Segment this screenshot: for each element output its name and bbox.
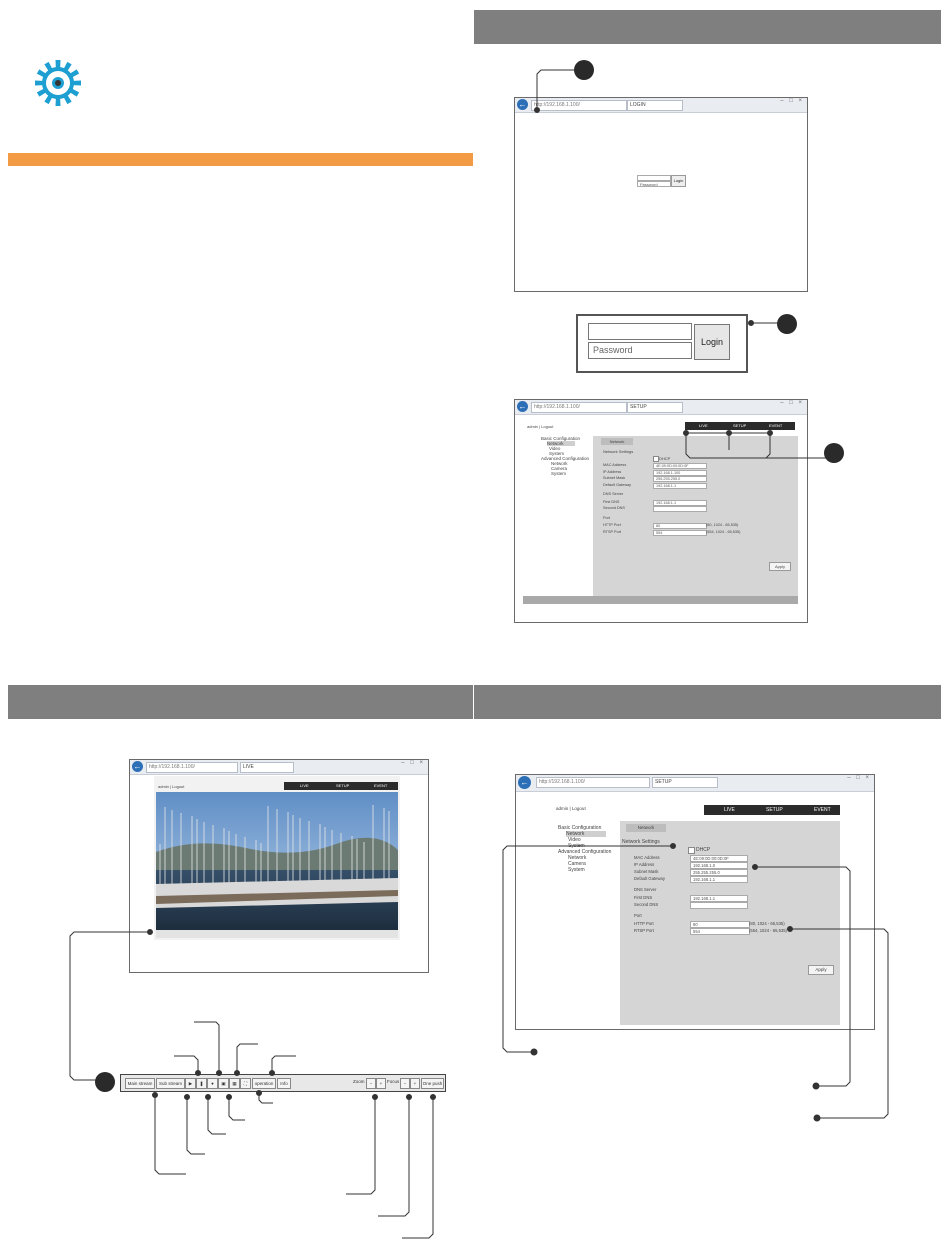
field-label: RTSP Port: [634, 928, 654, 933]
password-field[interactable]: Password: [637, 181, 671, 187]
field-label: First DNS: [634, 895, 653, 900]
field-label: Default Gateway: [634, 876, 665, 881]
nav-event[interactable]: EVENT: [814, 807, 831, 813]
zoom-plus-button[interactable]: +: [376, 1078, 386, 1089]
field-input[interactable]: 192.168.1.100: [653, 470, 707, 476]
field-label: First DNS: [603, 499, 620, 504]
section-network-settings: Network Settings: [622, 839, 660, 845]
address-bar[interactable]: http://192.168.1.100/: [536, 777, 650, 788]
sidebar-item-network[interactable]: Network: [566, 831, 606, 837]
field-label: Subnet Mask: [634, 869, 659, 874]
field-label: Default Gateway: [603, 482, 632, 487]
window-controls-icon[interactable]: – □ ×: [847, 775, 871, 781]
field-label: Second DNS: [603, 506, 625, 510]
field-input[interactable]: 80: [690, 921, 750, 928]
password-input[interactable]: Password: [588, 342, 692, 359]
back-arrow-icon[interactable]: ←: [518, 402, 527, 411]
field-label: Subnet Mask: [603, 476, 626, 480]
nav-live[interactable]: LIVE: [699, 423, 708, 428]
browser-tab[interactable]: SETUP: [627, 402, 683, 413]
window-controls-icon[interactable]: – □ ×: [401, 760, 425, 766]
field-label: MAC Address: [603, 463, 627, 467]
field-input[interactable]: 4E:09:0D:00:0D:0F: [653, 463, 707, 469]
browser-tab[interactable]: SETUP: [652, 777, 718, 788]
address-bar[interactable]: http://192.168.1.100/: [146, 762, 238, 773]
field-label: MAC Address: [634, 855, 660, 860]
sub-stream-button[interactable]: Sub stream: [156, 1078, 185, 1089]
field-input[interactable]: 192.168.1.1: [653, 500, 707, 506]
nav-live[interactable]: LIVE: [300, 783, 309, 788]
apply-button[interactable]: Apply: [808, 965, 834, 975]
sidebar-item-camera[interactable]: Camera: [568, 861, 586, 867]
field-input[interactable]: 192.168.1.1: [653, 483, 707, 489]
snapshot-icon[interactable]: ▣: [218, 1078, 229, 1089]
user-logout[interactable]: admin | Logout: [556, 806, 586, 811]
field-label: IP Address: [603, 469, 622, 474]
focus-label: Focus: [387, 1079, 400, 1084]
apply-button[interactable]: Apply: [769, 562, 791, 571]
nav-setup[interactable]: SETUP: [766, 807, 783, 813]
field-input[interactable]: 192.168.1.0: [690, 862, 748, 869]
section-port: Port: [603, 515, 610, 520]
play-icon[interactable]: ▶: [185, 1078, 196, 1089]
focus-minus-button[interactable]: −: [400, 1078, 410, 1089]
back-arrow-icon[interactable]: ←: [133, 762, 142, 771]
pause-icon[interactable]: ❚: [196, 1078, 207, 1089]
field-input[interactable]: 255.255.255.0: [653, 476, 707, 482]
field-input[interactable]: 192.168.1.1: [690, 895, 748, 902]
port-range-note: (554, 1024 - 65,535): [706, 529, 741, 534]
focus-plus-button[interactable]: +: [410, 1078, 420, 1089]
back-arrow-icon[interactable]: ←: [518, 776, 531, 789]
sidebar-heading-advanced: Advanced Configuration: [541, 456, 590, 461]
sidebar-item-adv-network[interactable]: Network: [551, 461, 568, 466]
section-network-settings: Network Settings: [603, 449, 634, 454]
sidebar-item-video[interactable]: Video: [549, 446, 561, 451]
nav-event[interactable]: EVENT: [769, 423, 783, 428]
field-input[interactable]: 255.255.255.0: [690, 869, 748, 876]
user-logout[interactable]: admin | Logout: [158, 784, 185, 789]
sidebar-item-system[interactable]: System: [549, 451, 565, 456]
info-button[interactable]: Info: [277, 1078, 291, 1089]
nav-setup[interactable]: SETUP: [733, 423, 747, 428]
sidebar-item-adv-network[interactable]: Network: [568, 855, 587, 861]
panel-tab-network[interactable]: Network: [601, 438, 633, 445]
sidebar-item-system[interactable]: System: [568, 843, 585, 849]
login-button-small[interactable]: Login: [671, 175, 686, 187]
field-input[interactable]: 80: [653, 523, 707, 529]
field-label: IP Address: [634, 862, 655, 867]
operation-button[interactable]: operation: [252, 1078, 276, 1089]
zoom-label: Zoom: [353, 1079, 365, 1084]
port-range-note: (554, 1024 - 65,535): [749, 928, 787, 933]
sidebar-item-video[interactable]: Video: [568, 837, 581, 843]
field-input[interactable]: 192.168.1.1: [690, 876, 748, 883]
window-controls-icon[interactable]: – □ ×: [780, 400, 804, 406]
login-button[interactable]: Login: [694, 324, 730, 360]
field-input[interactable]: 554: [690, 928, 750, 935]
address-bar[interactable]: http://192.168.1.100/: [531, 402, 627, 413]
sidebar-heading-basic: Basic Configuration: [558, 825, 602, 831]
sidebar-heading-advanced: Advanced Configuration: [558, 849, 612, 855]
sidebar-heading-basic: Basic Configuration: [541, 436, 581, 441]
sidebar-item-adv-system[interactable]: System: [551, 471, 567, 476]
back-arrow-icon[interactable]: ←: [518, 100, 527, 109]
field-label: HTTP Port: [634, 921, 654, 926]
field-input[interactable]: 4E:09:0D:00:0D:0F: [690, 855, 748, 862]
nav-event[interactable]: EVENT: [374, 783, 388, 788]
user-logout[interactable]: admin | Logout: [527, 424, 554, 429]
window-controls-icon[interactable]: – □ ×: [780, 98, 804, 104]
section-dns-server: DNS Server: [634, 887, 657, 892]
field-label: HTTP Port: [603, 523, 621, 527]
field-input[interactable]: 554: [653, 530, 707, 536]
port-range-note: (80, 1024 - 65,535): [749, 921, 785, 926]
browser-tab[interactable]: LIVE: [240, 762, 294, 773]
sidebar-item-network[interactable]: Network: [547, 441, 575, 446]
dhcp-label: DHCP: [659, 456, 671, 461]
fullscreen-icon[interactable]: ⛶: [240, 1078, 251, 1089]
field-label: RTSP Port: [603, 529, 622, 534]
section-port: Port: [634, 913, 642, 918]
browser-tab[interactable]: LOGIN: [627, 100, 683, 111]
panel-tab-network[interactable]: Network: [626, 824, 666, 832]
field-label: Second DNS: [634, 902, 659, 907]
record-icon[interactable]: ●: [207, 1078, 218, 1089]
nav-setup[interactable]: SETUP: [336, 783, 350, 788]
zoom-minus-button[interactable]: −: [366, 1078, 376, 1089]
nav-live[interactable]: LIVE: [724, 807, 735, 813]
section-dns-server: DNS Server: [603, 492, 624, 496]
save-icon[interactable]: ▦: [229, 1078, 240, 1089]
sidebar-item-adv-system[interactable]: System: [568, 867, 585, 873]
port-range-note: (80, 1024 - 65,535): [706, 523, 739, 527]
dhcp-label: DHCP: [696, 847, 711, 853]
sidebar-item-camera[interactable]: Camera: [551, 466, 568, 471]
main-stream-button[interactable]: Main stream: [125, 1078, 155, 1089]
one-push-button[interactable]: One push: [421, 1078, 444, 1089]
address-bar[interactable]: http://192.168.1.100/: [531, 100, 627, 111]
